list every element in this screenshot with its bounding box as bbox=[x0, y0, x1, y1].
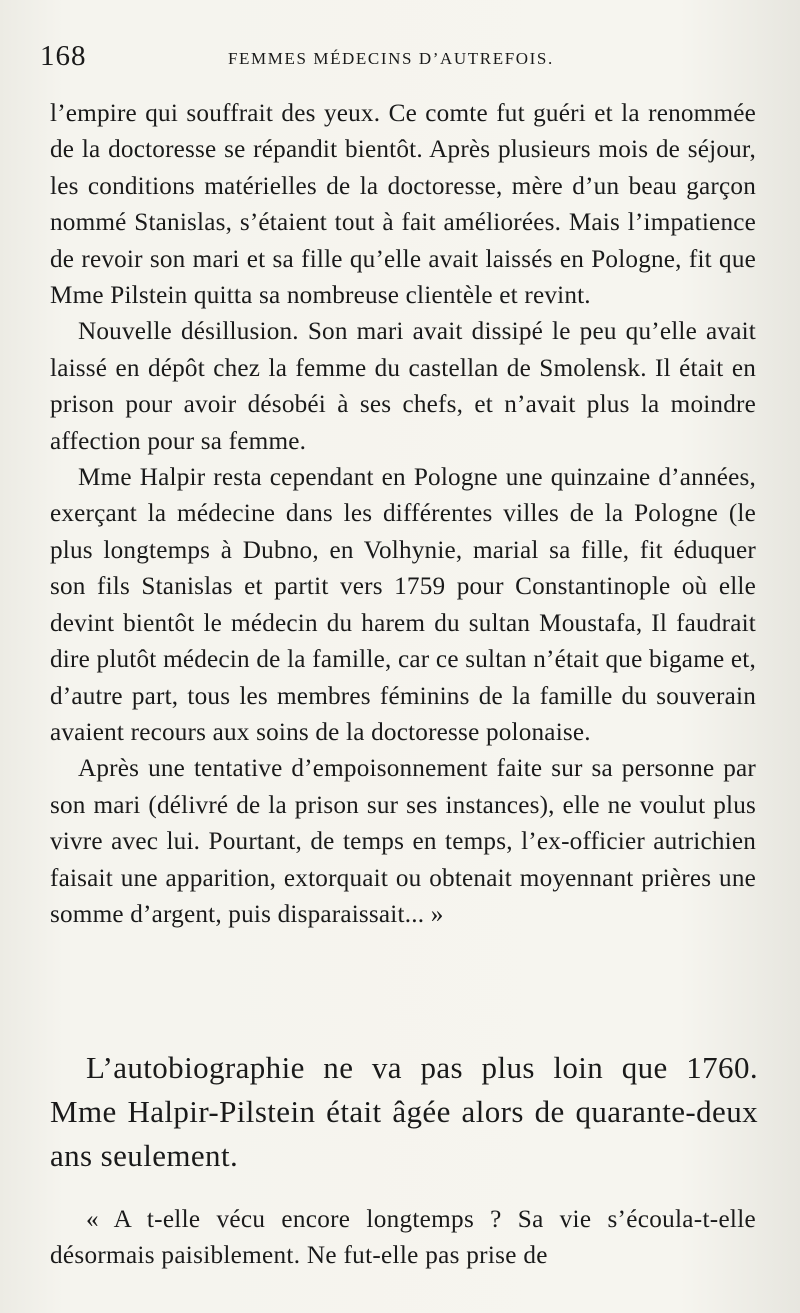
page-header bbox=[40, 40, 760, 80]
paragraph-autobiography: L’autobiographie ne va pas plus loin que 1760. Mme Halpir-Pilstein était âgée alors de quarante-deux ans seulement. bbox=[50, 1050, 758, 1173]
running-head: FEMMES MÉDECINS D’AUTREFOIS. bbox=[228, 49, 554, 68]
paragraph-question: « A t-elle vécu encore longtemps ? Sa vie s’écoula-t-elle désormais paisiblement. Ne fut-elle pas prise de bbox=[50, 1206, 756, 1270]
paragraph-disillusion: Nouvelle désillusion. Son mari avait dissipé le peu qu’elle avait laissé en dépôt chez la femme du castellan de Smolensk. Il était en prison pour avoir désobéi à ses chefs, et n’avait plus la moindre affection pour sa femme. bbox=[50, 318, 756, 455]
paragraph-halpir: Mme Halpir resta cependant en Pologne une quinzaine d’années, exerçant la médecine dans les différentes villes de la Pologne (le plus longtemps à Dubno, en Volhynie, marial sa fille, fit éduquer son fils Stanislas et partit vers 1759 pour Constantinople où elle devint bientôt le médecin du harem du sultan Moustafa, Il faudrait dire plutôt médecin de la famille, car ce sultan n’était que bigame et, d’autre part, tous les membres féminins de la famille du souverain avaient recours aux soins de la doctoresse polonaise. bbox=[50, 464, 756, 746]
paragraph-poisoning: Après une tentative d’empoisonnement faite sur sa personne par son mari (délivré de la prison sur ses instances), elle ne voulut plus vivre avec lui. Pourtant, de temps en temps, l’ex-officier autrichien faisait une apparition, extorquait ou obtenait moyennant prières une somme d’argent, puis disparaissait... » bbox=[50, 755, 756, 928]
page-number: 168 bbox=[40, 40, 87, 72]
closing-text bbox=[50, 1202, 756, 1275]
large-print-section bbox=[50, 1046, 758, 1178]
paragraph-continuation: l’empire qui souffrait des yeux. Ce comte fut guéri et la renommée de la doctoresse se répandit bientôt. Après plusieurs mois de séjour, les conditions matérielles de la doctoresse, mère d’un beau garçon nommé Stanislas, s’étaient tout à fait améliorées. Mais l’impatience de revoir son mari et sa fille qu’elle avait laissés en Pologne, fit que Mme Pilstein quitta sa nombreuse clientèle et revint. bbox=[50, 100, 756, 310]
body-text bbox=[50, 96, 756, 933]
